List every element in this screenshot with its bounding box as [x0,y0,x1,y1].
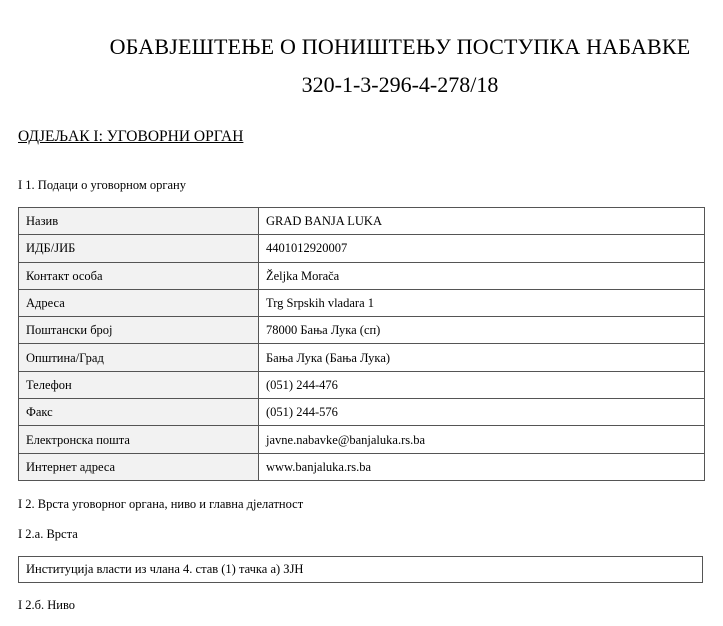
subheading-authority-type-level: I 2. Врста уговорног органа, ниво и главна дјелатност [18,497,304,511]
row-label-name: Назив [19,208,259,235]
table-row [19,371,705,398]
row-value-postal-code: 78000 Бања Лука (сп) [259,317,705,344]
row-label-address: Адреса [19,289,259,316]
authority-type-box: Институција власти из члана 4. став (1) тачка а) ЗЈН [18,556,703,583]
row-value-id: 4401012920007 [259,235,705,262]
row-value-fax: (051) 244-576 [259,399,705,426]
scroll-edge [706,0,723,626]
row-value-name: GRAD BANJA LUKA [259,208,705,235]
table-row [19,235,705,262]
row-label-website: Интернет адреса [19,453,259,480]
row-value-municipality: Бања Лука (Бања Лука) [259,344,705,371]
row-value-address: Trg Srpskih vladara 1 [259,289,705,316]
row-value-contact: Željka Morača [259,262,705,289]
table-row [19,262,705,289]
subheading-type: I 2.а. Врста [18,527,78,541]
table-row [19,399,705,426]
subheading-level: I 2.б. Ниво [18,598,76,612]
section-heading-contracting-authority: ОДЈЕЉАК I: УГОВОРНИ ОРГАН [18,128,244,145]
table-row [19,317,705,344]
title-block [70,33,723,99]
table-row [19,426,705,453]
row-label-id: ИДБ/ЈИБ [19,235,259,262]
row-label-email: Електронска пошта [19,426,259,453]
row-label-postal-code: Поштански број [19,317,259,344]
subheading-authority-data: I 1. Подаци о уговорном органу [18,178,186,192]
document-title: ОБАВЈЕШТЕЊЕ О ПОНИШТЕЊУ ПОСТУПКА НАБАВКЕ [109,34,691,59]
row-value-website: www.banjaluka.rs.ba [259,453,705,480]
table-row [19,344,705,371]
row-label-contact: Контакт особа [19,262,259,289]
row-label-phone: Телефон [19,371,259,398]
authority-info-table [18,207,705,481]
row-label-municipality: Општина/Град [19,344,259,371]
row-value-email: javne.nabavke@banjaluka.rs.ba [259,426,705,453]
table-row [19,453,705,480]
table-row [19,208,705,235]
procurement-number: 320-1-3-296-4-278/18 [301,72,499,97]
row-value-phone: (051) 244-476 [259,371,705,398]
row-label-fax: Факс [19,399,259,426]
table-row [19,289,705,316]
